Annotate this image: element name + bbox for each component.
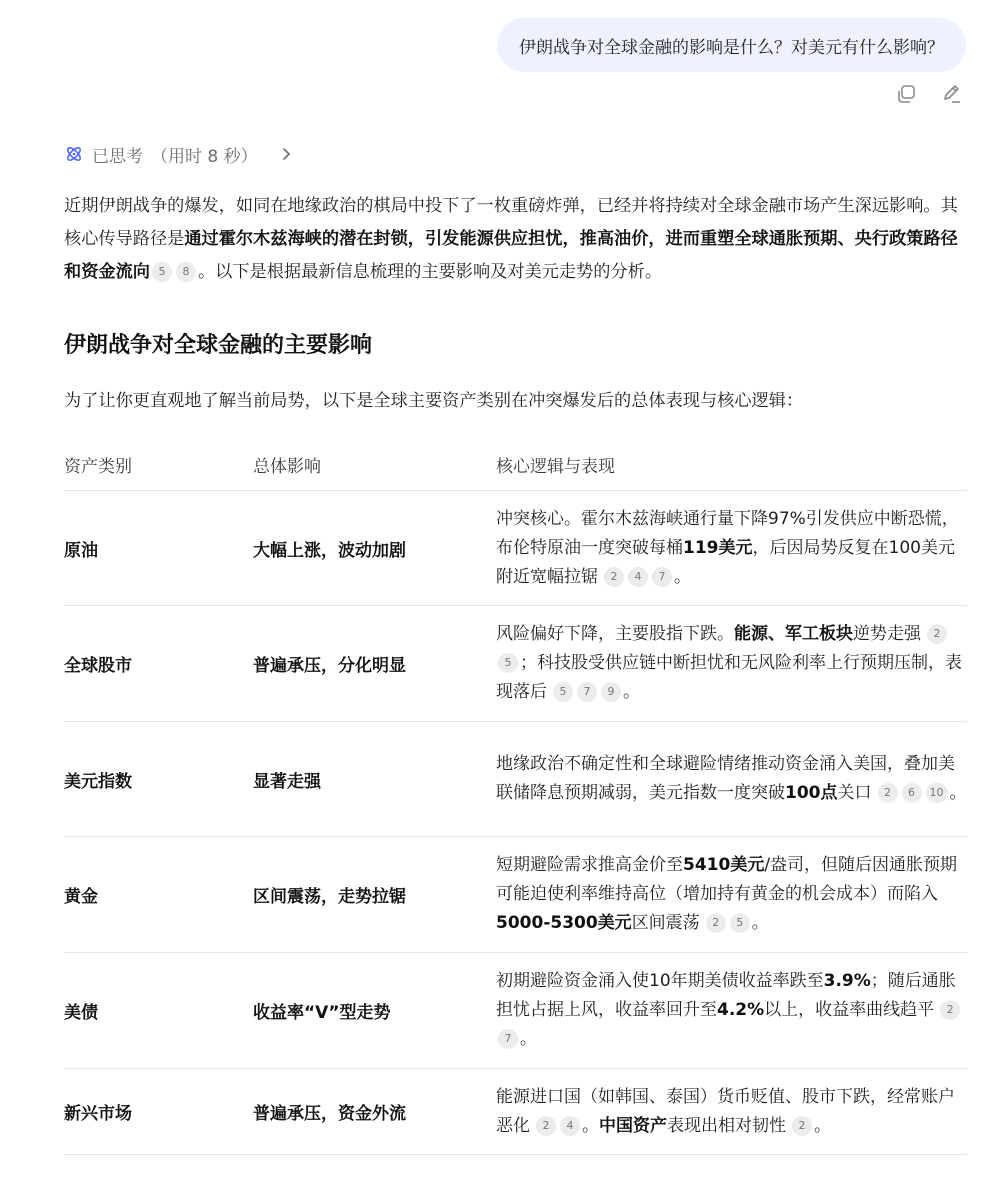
core-logic-cell	[496, 837, 967, 953]
logic-text: ；随后通胀担忧占据上风，收益率回升至	[496, 971, 956, 1020]
table-row	[64, 722, 967, 837]
logic-text: 表现出相对韧性	[667, 1115, 786, 1136]
asset-class-cell: 美元指数	[64, 722, 253, 837]
logic-text: 短期避险需求推高金价至	[496, 855, 683, 875]
logic-text: 以上，收益率曲线趋平	[764, 1000, 935, 1020]
logic-text: 初期避险资金涌入使10年期美债收益率跌至	[496, 971, 824, 991]
citation-badge[interactable]: 4	[628, 567, 648, 587]
logic-emphasis: 5410美元	[683, 855, 765, 875]
logic-text: 风险偏好下降，主要股指下跌。	[496, 624, 734, 644]
logic-text: 。	[949, 783, 967, 803]
message-actions	[894, 82, 964, 106]
citation-badge[interactable]: 7	[577, 682, 597, 702]
citation-badge[interactable]: 2	[927, 624, 947, 644]
logic-emphasis: 4.2%	[717, 1000, 765, 1020]
citation-badge[interactable]: 2	[792, 1116, 812, 1136]
logic-text: 地缘政治不确定性和全球避险情绪推动资金涌入美国，叠加美联储降息预期减弱，美元指数一度突破	[496, 754, 955, 803]
asset-impact-table	[64, 438, 967, 1155]
intro-emphasis: 通过霍尔木兹海峡的潜在封锁，引发能源供应担忧，推高油价，进而重塑全球通胀预期、央行政策路径和资金流向	[64, 229, 958, 282]
logic-text: 关口	[837, 783, 872, 803]
overall-impact-cell: 收益率“V”型走势	[253, 953, 496, 1069]
citation-badge[interactable]: 5	[498, 653, 518, 673]
intro-text: 近期伊朗战争的爆发，如同在地缘政治的棋局中投下了一枚重磅炸弹，已经并将持续对全球金融市场产生深远影响。其核心传导路径是	[64, 196, 958, 249]
logic-text: 冲突核心。霍尔木兹海峡通行量下降97%引发供应中断恐慌，布伦特原油一度突破每桶	[496, 508, 959, 558]
citation-badge[interactable]: 2	[940, 1000, 960, 1020]
citation-badge[interactable]: 4	[560, 1116, 580, 1136]
core-logic-cell	[496, 606, 967, 722]
citation-badge[interactable]: 10	[926, 783, 948, 803]
table-row	[64, 491, 967, 606]
asset-class-cell: 新兴市场	[64, 1069, 253, 1155]
logic-text: 。	[814, 1115, 831, 1136]
citation-badge[interactable]: 5	[152, 262, 172, 282]
user-message-text: 伊朗战争对全球金融的影响是什么？对美元有什么影响？	[519, 37, 944, 58]
thinking-duration: （用时 8 秒）	[151, 146, 258, 167]
overall-impact-cell: 普遍承压，资金外流	[253, 1069, 496, 1155]
table-row	[64, 837, 967, 953]
copy-icon[interactable]	[894, 82, 918, 106]
citation-badge[interactable]: 6	[902, 783, 922, 803]
column-header: 核心逻辑与表现	[496, 438, 967, 491]
logic-text: /盎司，但随后因通胀预期可能迫使利率维持高位（增加持有黄金的机会成本）而陷入	[496, 855, 958, 904]
core-logic-cell	[496, 491, 967, 606]
edit-icon[interactable]	[940, 82, 964, 106]
chevron-right-icon	[280, 147, 292, 161]
citation-badge[interactable]: 2	[878, 783, 898, 803]
logic-emphasis: 100点	[785, 783, 838, 803]
logic-text: 。	[674, 566, 691, 587]
citation-badge[interactable]: 2	[536, 1116, 556, 1136]
logic-text: 。	[520, 1029, 537, 1049]
asset-class-cell: 原油	[64, 491, 253, 606]
table-row	[64, 606, 967, 722]
logic-emphasis: 3.9%	[823, 971, 871, 991]
citation-badge[interactable]: 8	[176, 262, 196, 282]
core-logic-cell	[496, 722, 967, 837]
logic-text: ；科技股受供应链中断担忧和无风险利率上行预期压制，表现落后	[496, 653, 962, 702]
citation-badge[interactable]: 9	[601, 682, 621, 702]
citation-badge[interactable]: 2	[706, 913, 726, 933]
overall-impact-cell: 普遍承压，分化明显	[253, 606, 496, 722]
logic-text: 。	[751, 913, 769, 933]
core-logic-cell	[496, 953, 967, 1069]
core-logic-cell	[496, 1069, 967, 1155]
thinking-toggle[interactable]	[64, 140, 292, 168]
citation-badge[interactable]: 2	[604, 567, 624, 587]
intro-text: 。以下是根据最新信息梳理的主要影响及对美元走势的分析。	[197, 262, 663, 282]
logic-text: 逆势走强	[853, 624, 921, 644]
logic-emphasis: 119美元	[683, 537, 753, 558]
citation-badge[interactable]: 7	[652, 567, 672, 587]
section-title: 伊朗战争对全球金融的主要影响	[64, 333, 373, 358]
logic-emphasis: 5000-5300美元	[496, 913, 632, 933]
citation-badge[interactable]: 7	[498, 1029, 518, 1049]
intro-paragraph	[64, 190, 974, 289]
overall-impact-cell: 区间震荡，走势拉锯	[253, 837, 496, 953]
table-row	[64, 1069, 967, 1155]
asset-class-cell: 全球股市	[64, 606, 253, 722]
atom-icon	[64, 144, 84, 164]
table-header-row	[64, 438, 967, 491]
logic-text: 能源进口国（如韩国、泰国）货币贬值、股市下跌，经常账户恶化	[496, 1086, 955, 1136]
section-lead: 为了让你更直观地了解当前局势，以下是全球主要资产类别在冲突爆发后的总体表现与核心逻辑：	[64, 391, 804, 411]
logic-text: 。	[582, 1115, 599, 1136]
column-header: 总体影响	[253, 438, 496, 491]
logic-emphasis: 中国资产	[599, 1115, 667, 1136]
table-row	[64, 953, 967, 1069]
overall-impact-cell: 大幅上涨，波动加剧	[253, 491, 496, 606]
logic-text: 区间震荡	[631, 913, 700, 933]
asset-class-cell: 美债	[64, 953, 253, 1069]
user-message-bubble	[497, 18, 966, 72]
thinking-label: 已思考	[92, 146, 143, 167]
column-header: 资产类别	[64, 438, 253, 491]
overall-impact-cell: 显著走强	[253, 722, 496, 837]
logic-emphasis: 能源、军工板块	[734, 624, 853, 644]
asset-class-cell: 黄金	[64, 837, 253, 953]
logic-text: ，后因局势反复在100美元附近宽幅拉锯	[496, 537, 955, 587]
citation-badge[interactable]: 5	[553, 682, 573, 702]
citation-badge[interactable]: 5	[730, 913, 750, 933]
logic-text: 。	[623, 682, 640, 702]
